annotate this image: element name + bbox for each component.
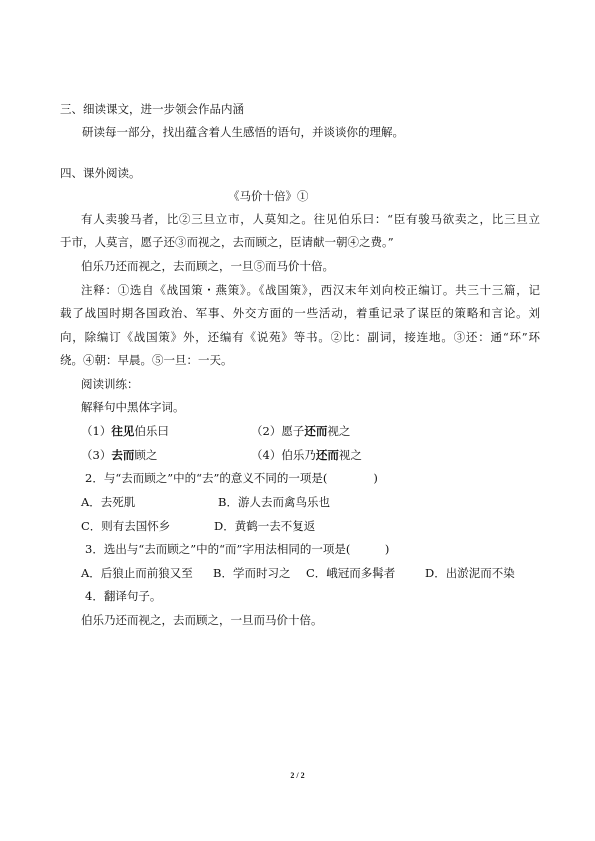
question-1-item-2 — [251, 425, 350, 439]
passage-paragraph-1-line-1: 有人卖骏马者，比②三旦立市，人莫知之。往见伯乐曰：“臣有骏马欲卖之，比三旦立 — [81, 212, 540, 226]
item-text: 视之 — [327, 424, 351, 438]
passage-paragraph-1-line-2: 于市，人莫言，愿子还③而视之，去而顾之，臣请献一朝④之费。” — [60, 235, 394, 249]
question-3-option-d: D．出淤泥而不染 — [425, 566, 515, 580]
bold-word: 还而 — [304, 424, 328, 438]
passage-paragraph-2: 伯乐乃还而视之，去而顾之，一旦⑤而马价十倍。 — [81, 259, 334, 273]
item-text: 顾之 — [134, 448, 158, 462]
reading-training-heading: 阅读训练： — [81, 377, 139, 391]
item-text: 伯乐曰 — [134, 424, 169, 438]
item-number: （1） — [81, 424, 112, 438]
question-2-option-b: B．游人去而禽鸟乐也 — [218, 495, 330, 509]
question-3-option-b: B．学而时习之 — [213, 566, 291, 580]
notes-line-4: 绕。④朝：早晨。⑤一旦：一天。 — [60, 353, 233, 367]
question-3-option-a: A．后狼止而前狼又至 — [81, 566, 193, 580]
question-2-option-c: C．则有去国怀乡 — [81, 519, 171, 533]
item-text: 视之 — [338, 448, 362, 462]
bold-word: 往见 — [111, 424, 135, 438]
question-1-prompt: 解释句中黑体字词。 — [81, 400, 185, 414]
question-4-sentence: 伯乐乃还而视之，去而顾之，一旦而马价十倍。 — [81, 613, 323, 627]
question-2-option-d: D．黄鹤一去不复返 — [214, 519, 316, 533]
question-2-option-a: A．去死肌 — [81, 495, 136, 509]
question-3-prompt: 3．选出与“去而顾之”中的“而”字用法相同的一项是( ) — [85, 542, 390, 556]
item-text-before: 伯乐乃 — [281, 448, 316, 462]
section-3-instruction: 研读每一部分，找出蕴含着人生感悟的语句，并谈谈你的理解。 — [82, 125, 404, 139]
section-3-heading: 三、细读课文，进一步领会作品内涵 — [60, 102, 244, 116]
item-text-before: 愿子 — [281, 424, 305, 438]
notes-line-1: 注释：①选自《战国策・燕策》。《战国策》，西汉末年刘向校正编订。共三十三篇，记 — [81, 283, 540, 297]
notes-line-3: 向，除编订《战国策》外，还编有《说苑》等书。②比：副词，接连地。③还：通“环”环 — [60, 330, 540, 344]
question-1-item-3 — [81, 449, 157, 463]
item-number: （3） — [81, 448, 112, 462]
notes-line-2: 载了战国时期各国政治、军事、外交方面的一些活动，着重记录了谋臣的策略和言论。刘 — [60, 306, 540, 320]
passage-title: 《马价十倍》① — [228, 189, 309, 203]
item-number: （2） — [251, 424, 282, 438]
question-1-item-1 — [81, 425, 169, 439]
item-number: （4） — [251, 448, 282, 462]
bold-word: 去而 — [111, 448, 135, 462]
question-1-item-4 — [251, 449, 362, 463]
question-3-option-c: C．峨冠而多髯者 — [306, 566, 396, 580]
section-4-heading: 四、课外阅读。 — [60, 166, 141, 180]
bold-word: 还而 — [315, 448, 339, 462]
question-2-prompt: 2．与“去而顾之”中的“去”的意义不同的一项是( ) — [85, 471, 378, 485]
question-4-prompt: 4．翻译句子。 — [85, 589, 162, 603]
page-number: 2 / 2 — [290, 771, 305, 780]
